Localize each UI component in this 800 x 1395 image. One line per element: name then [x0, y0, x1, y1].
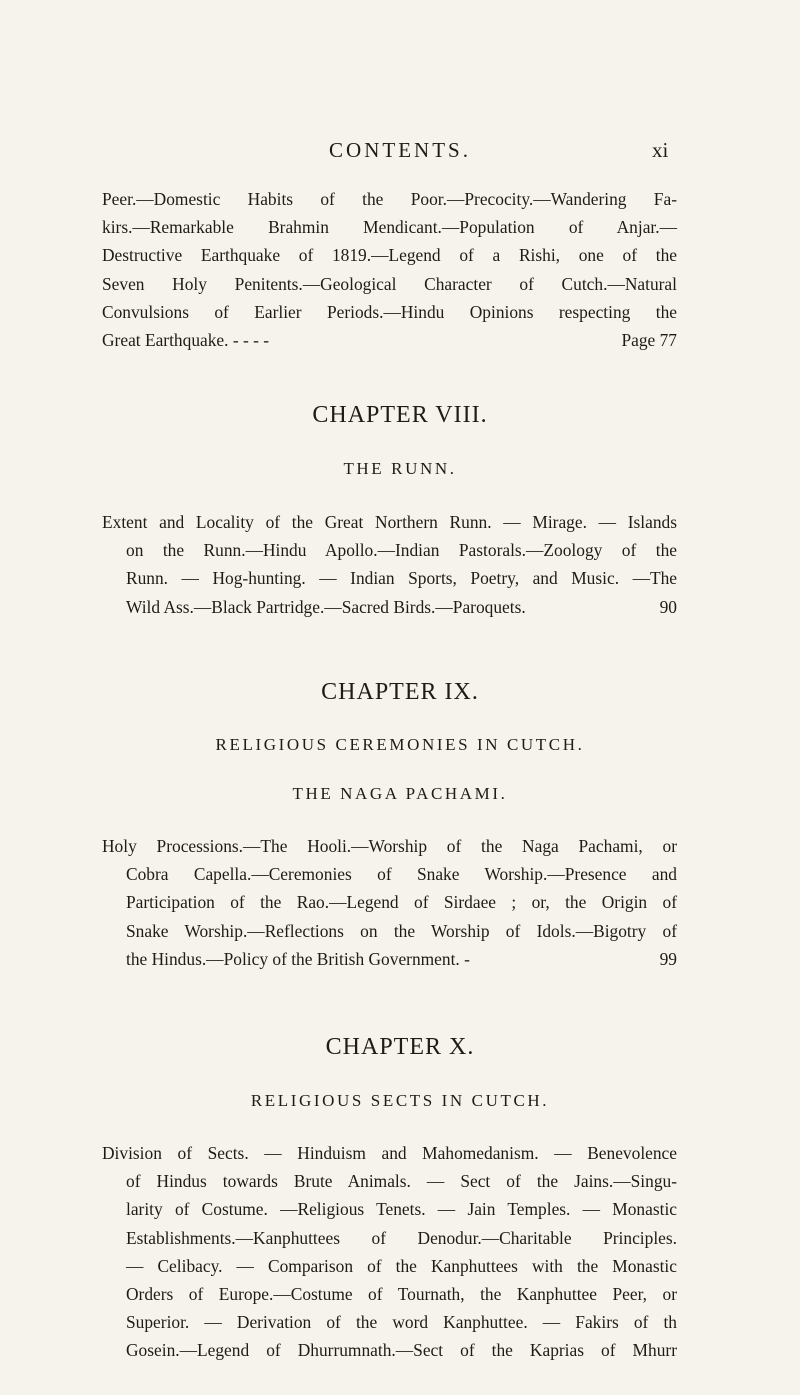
entry-line: Convulsions of Earlier Periods.—Hindu Opinions respecting the: [102, 301, 677, 322]
continued-entry: [102, 185, 677, 354]
running-head: [0, 138, 800, 168]
entry-line: larity of Costume. —Religious Tenets. — Jain Temples. — Monastic: [126, 1199, 677, 1220]
entry-line: of Hindus towards Brute Animals. — Sect of the Jains.—Singu-: [126, 1171, 677, 1192]
chapter-subtitle: THE NAGA PACHAMI.: [292, 784, 508, 803]
entry-line: kirs.—Remarkable Brahmin Mendicant.—Population of Anjar.—: [102, 217, 677, 238]
entry-line: Establishments.—Kanphuttees of Denodur.—Charitable Principles.: [126, 1227, 677, 1248]
entry-text: Great Earthquake. - - - -: [102, 330, 270, 351]
entry-line: on the Runn.—Hindu Apollo.—Indian Pastorals.—Zoology of the: [126, 540, 677, 561]
entry-text: Wild Ass.—Black Partridge.—Sacred Birds.—Paroquets.: [126, 596, 526, 617]
entry-line: Extent and Locality of the Great Northern Runn. — Mirage. — Islands: [102, 512, 677, 532]
entry-line: Gosein.—Legend of Dhurrumnath.—Sect of the Kaprias of Mhurr: [126, 1340, 677, 1361]
chapter-summary: [102, 508, 677, 621]
entry-line: [102, 593, 677, 621]
entry-line: Snake Worship.—Reflections on the Worship of Idols.—Bigotry of: [126, 920, 677, 941]
entry-line: Runn. — Hog-hunting. — Indian Sports, Poetry, and Music. —The: [126, 568, 677, 589]
chapter-heading: CHAPTER IX.: [321, 679, 479, 705]
chapter-heading: CHAPTER VIII.: [312, 402, 488, 428]
entry-page-number: 99: [659, 948, 677, 969]
chapter-subtitle: RELIGIOUS CEREMONIES IN CUTCH.: [215, 735, 585, 754]
entry-line: Seven Holy Penitents.—Geological Character of Cutch.—Natural: [102, 273, 677, 294]
entry-page-number: Page 77: [621, 330, 677, 351]
chapter-subtitle: RELIGIOUS SECTS IN CUTCH.: [250, 1091, 550, 1110]
entry-text: the Hindus.—Policy of the British Government. -: [126, 948, 470, 969]
entry-line: Cobra Capella.—Ceremonies of Snake Worship.—Presence and: [126, 864, 677, 885]
page-number: xi: [652, 138, 669, 162]
entry-line: Division of Sects. — Hinduism and Mahomedanism. — Benevolence: [102, 1143, 677, 1163]
chapter-summary: [102, 832, 677, 973]
running-title: CONTENTS.: [329, 138, 471, 162]
chapter-summary: [102, 1139, 677, 1365]
entry-line: Participation of the Rao.—Legend of Sirdaee ; or, the Origin of: [126, 892, 677, 913]
entry-line: [102, 326, 677, 354]
entry-line: Orders of Europe.—Costume of Tournath, the Kanphuttee Peer, or: [126, 1284, 677, 1305]
entry-page-number: 90: [659, 596, 677, 617]
entry-line: — Celibacy. — Comparison of the Kanphuttees with the Monastic: [126, 1255, 677, 1276]
entry-line: Peer.—Domestic Habits of the Poor.—Precocity.—Wandering Fa-: [102, 189, 677, 209]
entry-line: Holy Processions.—The Hooli.—Worship of the Naga Pachami, or: [102, 836, 677, 856]
chapter-subtitle: THE RUNN.: [343, 459, 457, 478]
entry-line: Superior. — Derivation of the word Kanphuttee. — Fakirs of th: [126, 1312, 677, 1333]
chapter-heading: CHAPTER X.: [325, 1034, 475, 1060]
entry-line: [102, 945, 677, 973]
entry-line: Destructive Earthquake of 1819.—Legend of a Rishi, one of the: [102, 245, 677, 266]
